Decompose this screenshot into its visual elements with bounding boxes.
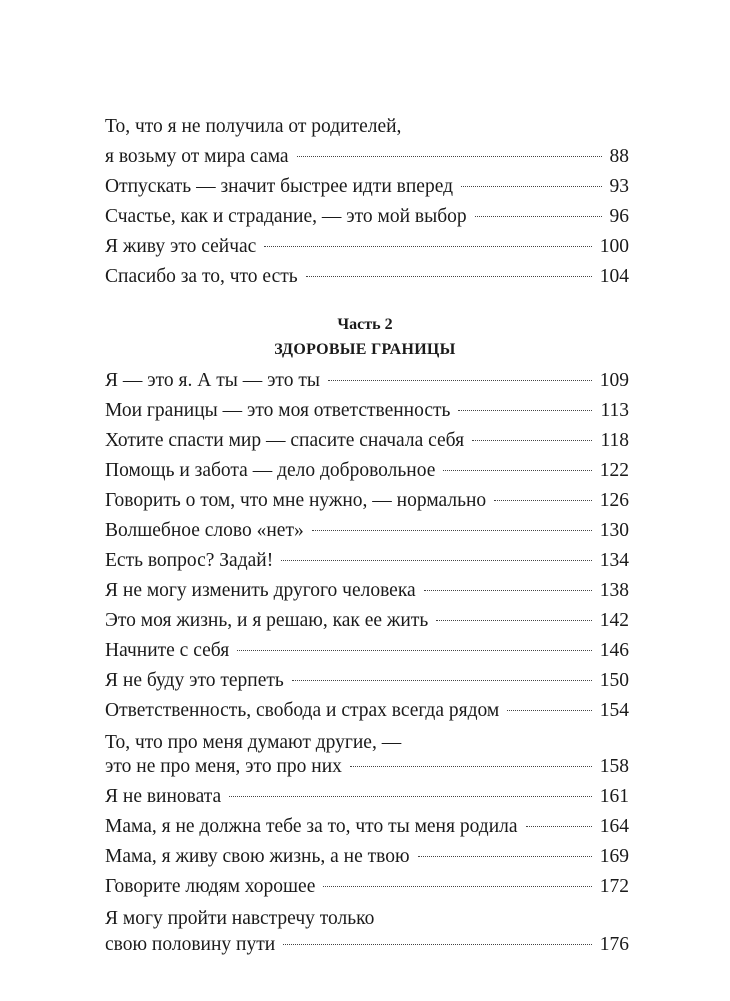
toc-entry-page: 113 <box>600 400 629 421</box>
toc-entry[interactable] <box>105 696 629 726</box>
toc-entry-page: 118 <box>600 430 629 451</box>
dot-leader <box>323 886 591 887</box>
toc-entry[interactable] <box>105 486 629 516</box>
toc-entry-title: Волшебное слово «нет» <box>105 520 304 541</box>
toc-entry-page: 150 <box>599 670 629 691</box>
dot-leader <box>475 216 602 217</box>
toc-entry-title: Я не могу изменить другого человека <box>105 580 416 601</box>
toc-entry[interactable] <box>105 636 629 666</box>
toc-entry-page: 176 <box>599 934 629 955</box>
toc-entry-line1: Я могу пройти навстречу только <box>105 908 375 929</box>
toc-entry-page: 154 <box>599 700 629 721</box>
toc-entry-page: 93 <box>609 176 629 197</box>
dot-leader <box>418 856 592 857</box>
dot-leader <box>458 410 592 411</box>
toc-entry-page: 138 <box>599 580 629 601</box>
dot-leader <box>350 766 592 767</box>
toc-entry-page: 104 <box>599 266 629 287</box>
toc-entry-page: 130 <box>599 520 629 541</box>
toc-entry-title: я возьму от мира сама <box>105 146 289 167</box>
toc-entry-title: Я не буду это терпеть <box>105 670 284 691</box>
toc-entry-title: Начните с себя <box>105 640 230 661</box>
dot-leader <box>283 944 592 945</box>
part-label: Часть 2 <box>337 316 393 333</box>
toc-entry[interactable] <box>105 172 629 202</box>
toc-entry-title: Ответственность, свобода и страх всегда рядом <box>105 700 500 721</box>
toc-entry-page: 142 <box>599 610 629 631</box>
dot-leader <box>281 560 592 561</box>
dot-leader <box>461 186 601 187</box>
toc-entry[interactable] <box>105 782 629 812</box>
toc-entry-title: Говорите людям хорошее <box>105 876 316 897</box>
toc-entry[interactable] <box>105 842 629 872</box>
dot-leader <box>312 530 592 531</box>
dot-leader <box>472 440 592 441</box>
toc-entry-title: Мама, я не должна тебе за то, что ты меня родила <box>105 816 518 837</box>
toc-entry-page: 109 <box>599 370 629 391</box>
toc-entry-title: Я — это я. А ты — это ты <box>105 370 320 391</box>
dot-leader <box>424 590 592 591</box>
dot-leader <box>436 620 591 621</box>
toc-entry-title: Спасибо за то, что есть <box>105 266 298 287</box>
toc-entry[interactable] <box>105 142 629 172</box>
dot-leader <box>526 826 592 827</box>
toc-entry-title: это не про меня, это про них <box>105 756 342 777</box>
dot-leader <box>229 796 592 797</box>
dot-leader <box>264 246 591 247</box>
toc-entry[interactable] <box>105 426 629 456</box>
dot-leader <box>237 650 592 651</box>
dot-leader <box>443 470 591 471</box>
toc-entry[interactable] <box>105 396 629 426</box>
part-title: ЗДОРОВЫЕ ГРАНИЦЫ <box>274 341 456 358</box>
toc-entry-title: Мои границы — это моя ответственность <box>105 400 451 421</box>
dot-leader <box>494 500 592 501</box>
toc-entry[interactable] <box>105 366 629 396</box>
toc-entry-title: Я не виновата <box>105 786 222 807</box>
toc-entry-title: Мама, я живу свою жизнь, а не твою <box>105 846 410 867</box>
toc-entry[interactable] <box>105 516 629 546</box>
toc-entry-title: Хотите спасти мир — спасите сначала себя <box>105 430 465 451</box>
toc-entry[interactable] <box>105 456 629 486</box>
toc-entry[interactable] <box>105 232 629 262</box>
toc-entry-title: Отпускать — значит быстрее идти вперед <box>105 176 454 197</box>
toc-entry[interactable] <box>105 262 629 292</box>
toc-entry-page: 146 <box>599 640 629 661</box>
dot-leader <box>297 156 602 157</box>
dot-leader <box>306 276 592 277</box>
toc-entry-page: 161 <box>599 786 629 807</box>
toc-entry-page: 96 <box>609 206 629 227</box>
toc-entry-page: 88 <box>609 146 629 167</box>
toc-entry[interactable] <box>105 752 629 782</box>
toc-entry-title: Я живу это сейчас <box>105 236 257 257</box>
toc-entry-title: Счастье, как и страдание, — это мой выбор <box>105 206 467 227</box>
toc-entry-page: 158 <box>599 756 629 777</box>
dot-leader <box>292 680 592 681</box>
toc-entry[interactable] <box>105 202 629 232</box>
dot-leader <box>507 710 592 711</box>
toc-entry-page: 126 <box>599 490 629 511</box>
toc-entry[interactable] <box>105 930 629 960</box>
dot-leader <box>328 380 592 381</box>
toc-entry-page: 169 <box>599 846 629 867</box>
toc-entry[interactable] <box>105 872 629 902</box>
toc-entry-title: Это моя жизнь, и я решаю, как ее жить <box>105 610 429 631</box>
toc-entry-title: свою половину пути <box>105 934 276 955</box>
toc-entry[interactable] <box>105 546 629 576</box>
toc-entry-title: Есть вопрос? Задай! <box>105 550 274 571</box>
toc-entry-page: 122 <box>599 460 629 481</box>
toc-entry[interactable] <box>105 812 629 842</box>
toc-entry-page: 134 <box>599 550 629 571</box>
toc-entry[interactable] <box>105 606 629 636</box>
toc-entry[interactable] <box>105 576 629 606</box>
toc-entry-title: Говорить о том, что мне нужно, — нормально <box>105 490 487 511</box>
toc-entry-page: 172 <box>599 876 629 897</box>
toc-entry-line1: То, что про меня думают другие, — <box>105 732 402 753</box>
toc-entry[interactable] <box>105 666 629 696</box>
toc-entry-line1: То, что я не получила от родителей, <box>105 116 402 137</box>
toc-entry-page: 164 <box>599 816 629 837</box>
toc-entry-title: Помощь и забота — дело добровольное <box>105 460 436 481</box>
toc-entry-page: 100 <box>599 236 629 257</box>
